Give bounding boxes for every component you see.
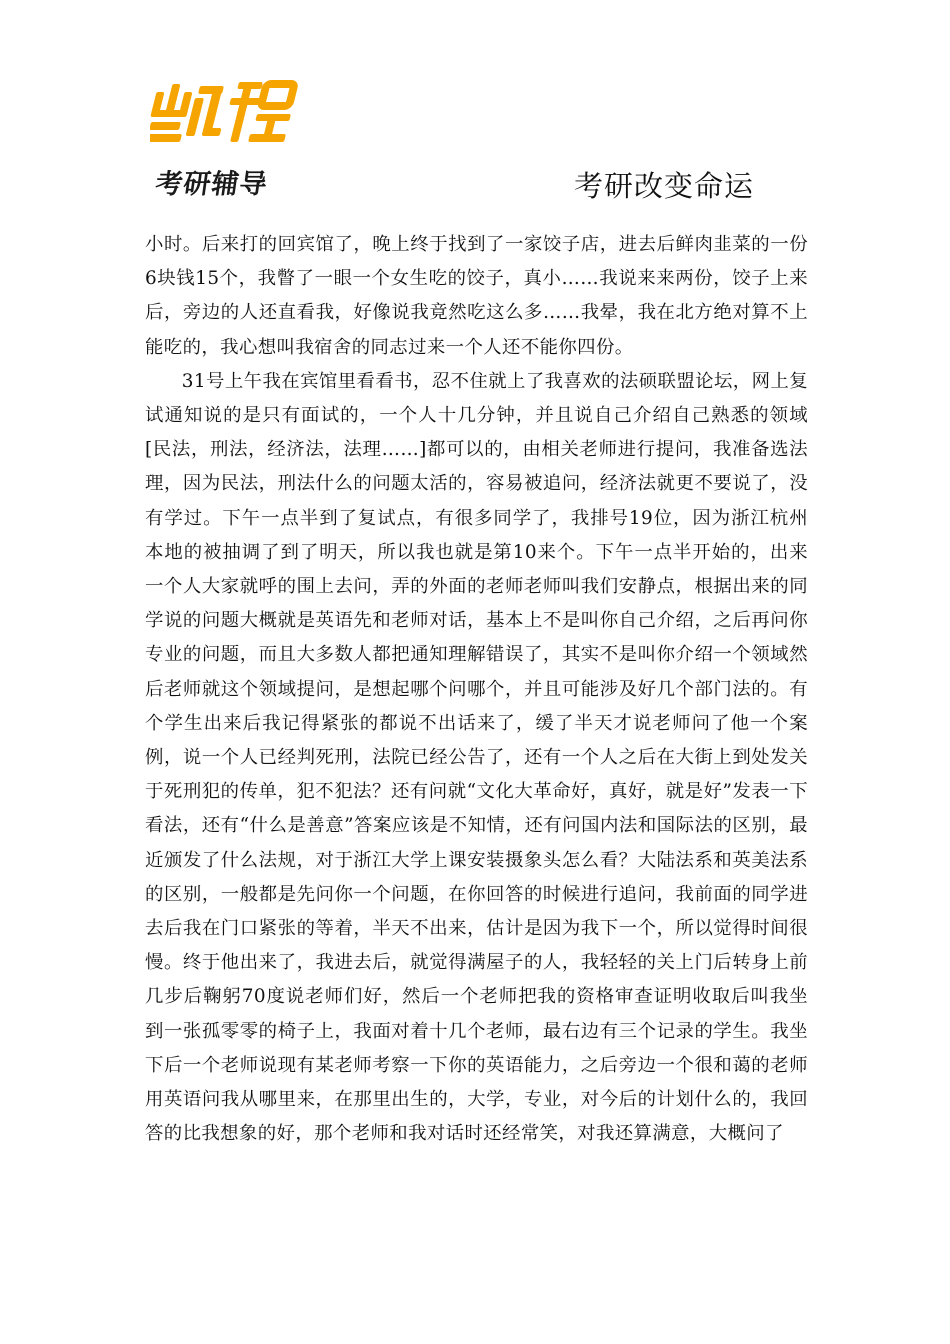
page-header	[0, 0, 950, 215]
paragraph-2: 31号上午我在宾馆里看看书，忍不住就上了我喜欢的法硕联盟论坛，网上复试通知说的是只有面试的，一个人十几分钟，并且说自己介绍自己熟悉的领域[民法，刑法，经济法，法理……]都可以的，由相关老师进行提问，我准备选法理，因为民法，刑法什么的问题太活的，容易被追问，经济法就更不要说了，没有学过。下午一点半到了复试点，有很多同学了，我排号19位，因为浙江杭州本地的被抽调了到了明天，所以我也就是第10来个。下午一点半开始的，出来一个人大家就呼的围上去问，弄的外面的老师老师叫我们安静点，根据出来的同学说的问题大概就是英语先和老师对话，基本上不是叫你自己介绍，之后再问你专业的问题，而且大多数人都把通知理解错误了，其实不是叫你介绍一个领域然后老师就这个领域提问，是想起哪个问哪个，并且可能涉及好几个部门法的。有个学生出来后我记得紧张的都说不出话来了，缓了半天才说老师问了他一个案例，说一个人已经判死刑，法院已经公告了，还有一个人之后在大街上到处发关于死刑犯的传单，犯不犯法？还有问就“文化大革命好，真好，就是好”发表一下看法，还有“什么是善意”答案应该是不知情，还有问国内法和国际法的区别，最近颁发了什么法规，对于浙江大学上课安装摄象头怎么看？大陆法系和英美法系的区别，一般都是先问你一个问题，在你回答的时候进行追问，我前面的同学进去后我在门口紧张的等着，半天不出来，估计是因为我下一个，所以觉得时间很慢。终于他出来了，我进去后，就觉得满屋子的人，我轻轻的关上门后转身上前几步后鞠躬70度说老师们好，然后一个老师把我的资格审查证明收取后叫我坐到一张孤零零的椅子上，我面对着十几个老师，最右边有三个记录的学生。我坐下后一个老师说现有某老师考察一下你的英语能力，之后旁边一个很和蔼的老师用英语问我从哪里来，在那里出生的，大学，专业，对今后的计划什么的，我回答的比我想象的好，那个老师和我对话时还经常笑，对我还算满意，大概问了	[145, 370, 808, 1145]
document-body	[145, 228, 808, 1151]
kaicheng-logo	[150, 78, 300, 198]
paragraph-1: 小时。后来打的回宾馆了，晚上终于找到了一家饺子店，进去后鲜肉韭菜的一份6块钱15个，我瞥了一眼一个女生吃的饺子，真小……我说来来两份，饺子上来后，旁边的人还直看我，好像说我竟然吃这么多……我晕，我在北方绝对算不上能吃的，我心想叫我宿舍的同志过来一个人还不能你四份。	[145, 234, 808, 358]
kaicheng-logo-mark	[150, 78, 300, 156]
kaicheng-logo-graphic	[150, 78, 300, 156]
logo-caption: 考研辅导	[153, 169, 270, 200]
header-slogan: 考研改变命运	[573, 169, 754, 203]
